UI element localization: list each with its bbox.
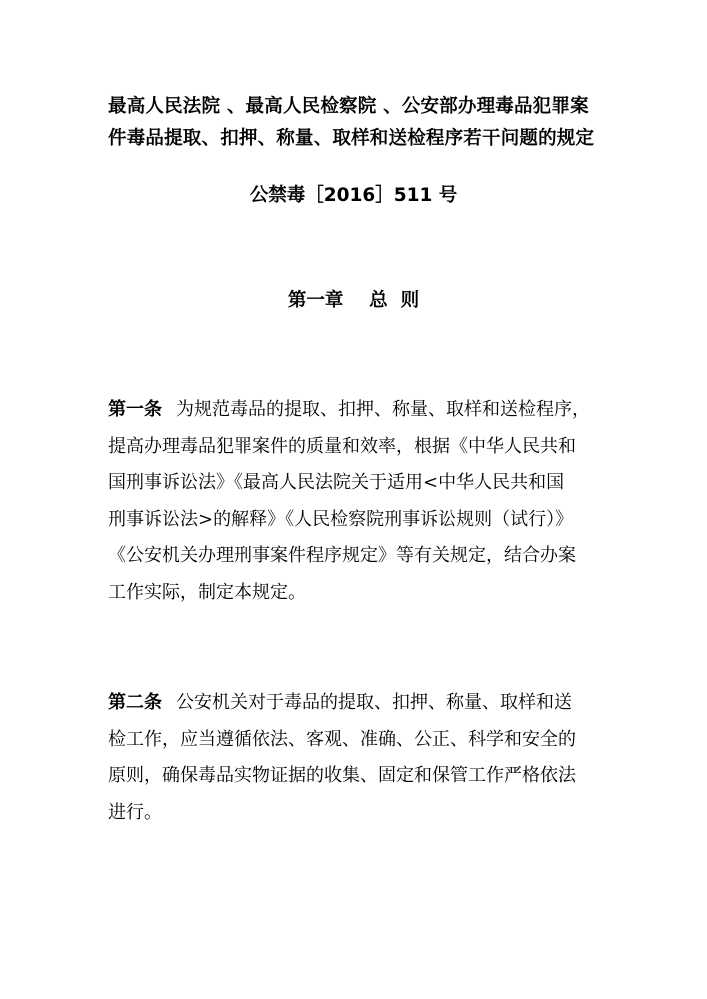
chapter-heading: 第一章 总 则 [287,290,420,311]
article-1-line-2: 提高办理毒品犯罪案件的质量和效率，根据《中华人民共和 [108,435,576,457]
article-2-line-4: 进行。 [108,801,162,823]
article-1-line-1 [108,392,608,429]
article-2-text: 公安机关对于毒品的提取、扣押、称量、取样和送 [176,692,572,713]
article-1 [108,392,608,611]
article-1-line-5: 《公安机关办理刑事案件程序规定》等有关规定，结合办案 [108,545,576,566]
article-2 [108,685,608,831]
article-1-line-4: 刑事诉讼法>的解释》《人民检察院刑事诉讼规则（试行）》 [108,508,574,530]
article-1-line-3: 国刑事诉讼法》《最高人民法院关于适用<中华人民共和国 [108,472,565,493]
article-1-line-6: 工作实际，制定本规定。 [108,581,306,603]
title-line-2: 件毒品提取、扣押、称量、取样和送检程序若干问题的规定 [108,128,595,149]
article-2-line-2: 检工作，应当遵循依法、客观、准确、公正、科学和安全的 [108,728,576,750]
article-2-line-1 [108,685,608,722]
article-1-text: 为规范毒品的提取、扣押、称量、取样和送检程序， [176,399,590,420]
article-1-heading: 第一条 [108,399,162,420]
article-2-heading: 第二条 [108,692,162,713]
document-number: 公禁毒［2016］511 号 [249,185,458,206]
article-2-line-3: 原则，确保毒品实物证据的收集、固定和保管工作严格依法 [108,765,576,786]
document-title [108,91,608,155]
title-line-1: 最高人民法院 、最高人民检察院 、公安部办理毒品犯罪案 [108,96,589,117]
